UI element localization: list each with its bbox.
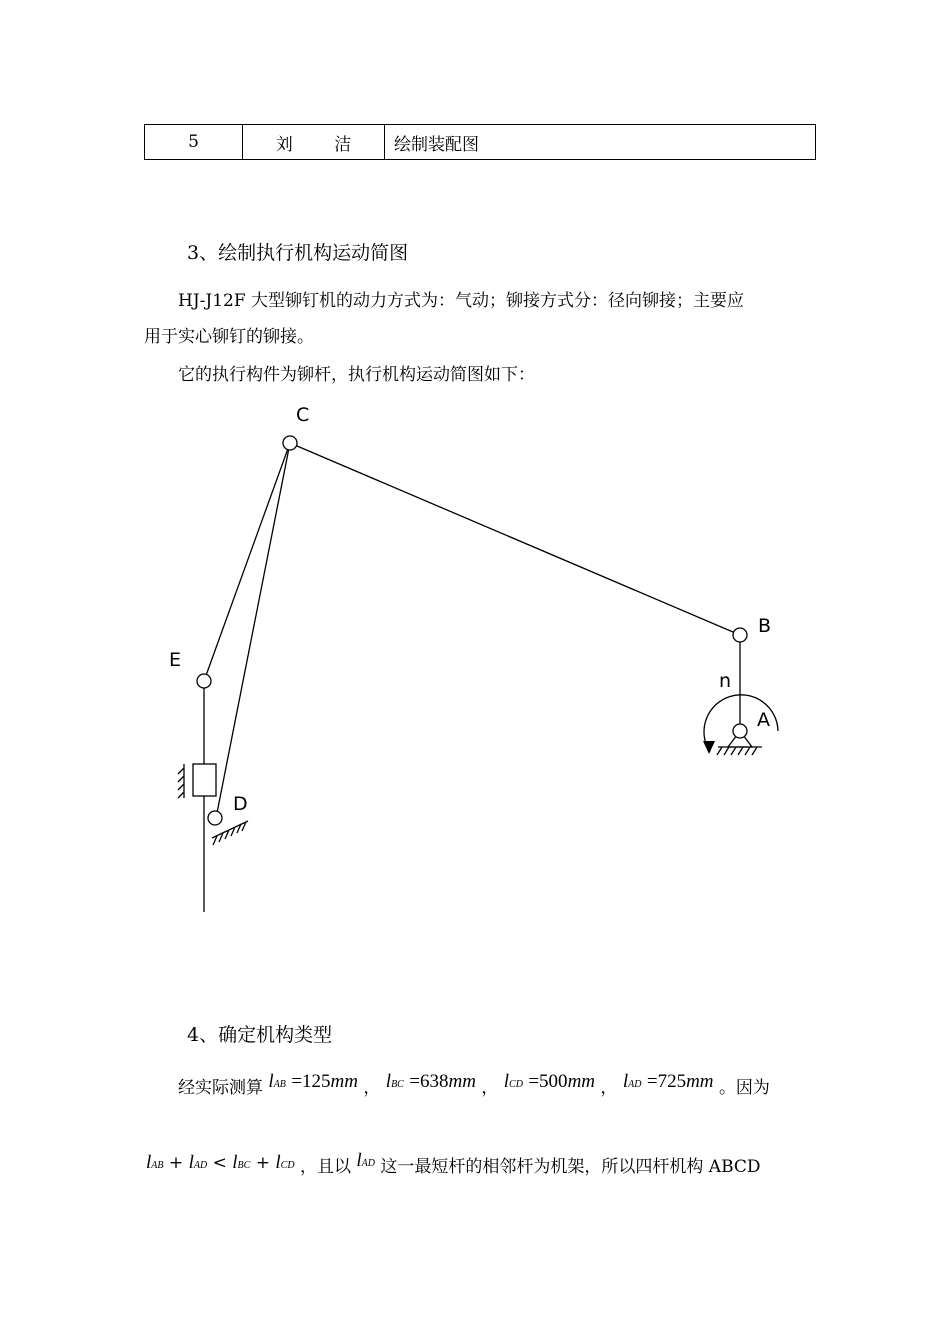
link-cb bbox=[290, 443, 740, 635]
unit-ad: mm bbox=[686, 1071, 714, 1092]
value-ab: =125 bbox=[291, 1071, 331, 1092]
joint-b bbox=[733, 628, 747, 642]
comma-2: ， bbox=[481, 1078, 499, 1098]
var-l-cd: l bbox=[503, 1071, 510, 1092]
joint-a bbox=[733, 724, 747, 738]
cond-text-2: 这一最短杆的相邻杆为机架，所以四杆机构 ABCD bbox=[380, 1157, 761, 1177]
var-l-bc: l bbox=[385, 1071, 392, 1092]
cond-sub-ab: AB bbox=[151, 1160, 164, 1171]
label-b: B bbox=[758, 615, 772, 637]
cond-sub-bc: BC bbox=[237, 1160, 251, 1171]
cond-text: ，且以 bbox=[299, 1157, 351, 1177]
section4-heading: 4、确定机构类型 bbox=[187, 1024, 333, 1046]
measure-prefix: 经实际测算 bbox=[178, 1078, 263, 1098]
cond-sub-ad-2: AD bbox=[361, 1158, 375, 1169]
table-cell-no: 5 bbox=[145, 125, 243, 160]
section3-heading: 3、绘制执行机构运动简图 bbox=[187, 242, 409, 264]
table-cell-task: 绘制装配图 bbox=[385, 125, 816, 160]
cond-l-ad-2: l bbox=[356, 1150, 362, 1171]
link-cd bbox=[216, 443, 290, 818]
comma-1: ， bbox=[363, 1078, 381, 1098]
label-d: D bbox=[233, 793, 248, 815]
var-l-ad: l bbox=[622, 1071, 629, 1092]
plus-1: + bbox=[168, 1153, 184, 1173]
unit-ab: mm bbox=[330, 1071, 358, 1092]
condition-line bbox=[146, 1152, 761, 1182]
label-e: E bbox=[169, 649, 182, 671]
measurement-line bbox=[178, 1073, 770, 1103]
table-cell-name: 刘 洁 bbox=[243, 125, 385, 160]
cond-sub-ad: AD bbox=[193, 1160, 208, 1171]
joint-d bbox=[208, 811, 222, 825]
section3-para1-line1: HJ-J12F 大型铆钉机的动力方式为：气动；铆接方式分：径向铆接；主要应 bbox=[178, 291, 745, 311]
sub-cd: CD bbox=[509, 1079, 523, 1090]
cond-l-ad: l bbox=[188, 1152, 194, 1173]
unit-bc: mm bbox=[448, 1071, 476, 1092]
comma-3: ， bbox=[600, 1078, 618, 1098]
section3-para2: 它的执行构件为铆杆，执行机构运动简图如下： bbox=[178, 365, 535, 385]
sub-bc: BC bbox=[391, 1079, 404, 1090]
plus-2: + bbox=[255, 1153, 270, 1173]
link-ce bbox=[204, 443, 290, 681]
cond-l-ab: l bbox=[146, 1152, 152, 1173]
value-cd: =500 bbox=[528, 1071, 568, 1092]
cond-l-cd: l bbox=[275, 1152, 281, 1173]
joint-c bbox=[283, 436, 297, 450]
cond-sub-cd: CD bbox=[280, 1160, 295, 1171]
section3-para1-line2: 用于实心铆钉的铆接。 bbox=[144, 327, 314, 347]
label-a: A bbox=[757, 709, 770, 731]
var-l-ab: l bbox=[268, 1071, 274, 1092]
value-bc: =638 bbox=[409, 1071, 449, 1092]
unit-cd: mm bbox=[567, 1071, 596, 1092]
slider-block bbox=[193, 764, 216, 796]
joint-e bbox=[197, 674, 211, 688]
less-than: < bbox=[212, 1153, 227, 1173]
cond-l-bc: l bbox=[232, 1152, 238, 1173]
arrow-head-icon bbox=[703, 741, 715, 754]
label-n: n bbox=[719, 670, 732, 692]
because-text: 。因为 bbox=[718, 1078, 770, 1098]
label-c: C bbox=[296, 404, 310, 426]
sub-ad: AD bbox=[628, 1079, 642, 1090]
sub-ab: AB bbox=[273, 1079, 286, 1090]
value-ad: =725 bbox=[646, 1071, 687, 1092]
